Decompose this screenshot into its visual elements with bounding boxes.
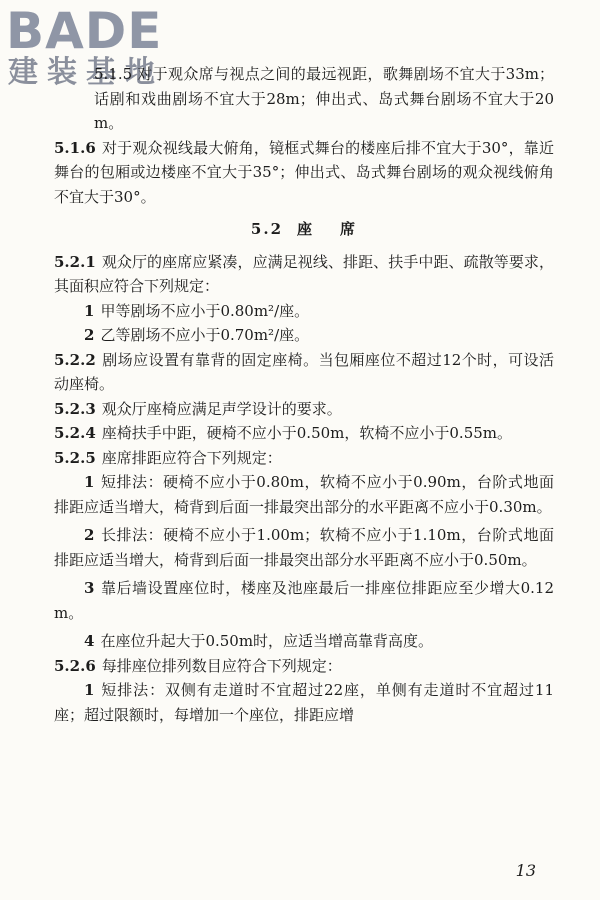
clause-5-2-4 [54, 421, 554, 446]
list-item [54, 523, 554, 572]
item-text: 短排法：双侧有走道时不宜超过22座，单侧有走道时不宜超过11座；超过限额时，每增加一个座位，排距应增 [54, 681, 554, 724]
section-title-part-2: 席 [340, 220, 358, 238]
clause-number: 5.2.3 [54, 399, 96, 418]
item-text: 甲等剧场不应小于0.80m²/座。 [100, 301, 310, 320]
clause-5-1-6 [54, 136, 554, 210]
clause-5-2-1 [54, 250, 554, 299]
clause-5-2-6 [54, 654, 554, 679]
clause-text: 座椅扶手中距，硬椅不应小于0.50m，软椅不应小于0.55m。 [101, 424, 513, 442]
item-text: 短排法：硬椅不应小于0.80m，软椅不应小于0.90m，台阶式地面排距应适当增大，椅背到后面一排最突出部分的水平距离不应小于0.30m。 [54, 473, 554, 516]
section-heading [54, 217, 554, 242]
clause-number: 5.2.4 [54, 424, 96, 442]
section-title-part-1: 座 [297, 220, 315, 238]
item-number: 4 [84, 632, 95, 650]
clause-text: 每排座位排列数目应符合下列规定： [101, 656, 342, 675]
item-number: 1 [84, 681, 95, 699]
item-text: 长排法：硬椅不应小于1.00m；软椅不应小于1.10m，台阶式地面排距应适当增大，椅背到后面一排最突出部分水平距离不应小于0.50m。 [54, 526, 554, 569]
clause-5-2-2 [54, 348, 554, 397]
list-item [54, 678, 554, 727]
document-body [54, 62, 554, 727]
item-number: 2 [84, 326, 95, 344]
page-number: 13 [515, 861, 536, 880]
clause-number: 5.2.5 [54, 448, 96, 467]
clause-text: 对于观众视线最大俯角，镜框式舞台的楼座后排不宜大于30°，靠近舞台的包厢或边楼座不宜大于35°；伸出式、岛式舞台剧场的观众视线俯角不宜大于30°。 [54, 138, 554, 206]
clause-5-1-5 [54, 62, 554, 136]
section-number: 5.2 [250, 220, 284, 238]
item-number: 1 [84, 301, 95, 320]
clause-5-2-3 [54, 397, 554, 422]
clause-number: 5.2.1 [54, 252, 96, 271]
clause-text: 观众厅的座席应紧凑，应满足视线、排距、扶手中距、疏散等要求，其面积应符合下列规定： [54, 252, 554, 295]
item-number: 1 [84, 473, 95, 491]
clause-text: 5.1.5 对于观众席与视点之间的最远视距，歌舞剧场不宜大于33m；话剧和戏曲剧场不宜大于28m；伸出式、岛式舞台剧场不宜大于20m。 [94, 65, 554, 132]
item-number: 2 [84, 526, 95, 544]
item-text: 靠后墙设置座位时，楼座及池座最后一排座位排距应至少增大0.12m。 [54, 579, 554, 622]
item-text: 乙等剧场不应小于0.70m²/座。 [100, 326, 310, 344]
logo-latin-text: BADE [6, 2, 163, 60]
list-item [54, 323, 554, 348]
list-item [54, 576, 554, 625]
list-item [54, 470, 554, 519]
item-number: 3 [84, 579, 95, 597]
logo-cjk-text: 建装基地 [8, 55, 164, 90]
clause-text: 座席排距应符合下列规定： [101, 448, 282, 467]
clause-text: 观众厅座椅应满足声学设计的要求。 [101, 399, 342, 418]
clause-text: 剧场应设置有靠背的固定座椅。当包厢座位不超过12个时，可设活动座椅。 [54, 350, 554, 393]
list-item [54, 629, 554, 654]
clause-number: 5.2.2 [54, 350, 96, 369]
clause-number: 5.1.6 [54, 138, 96, 157]
clause-number: 5.2.6 [54, 656, 96, 675]
list-item [54, 299, 554, 324]
item-text: 在座位升起大于0.50m时，应适当增高靠背高度。 [100, 632, 434, 650]
clause-5-2-5 [54, 446, 554, 471]
